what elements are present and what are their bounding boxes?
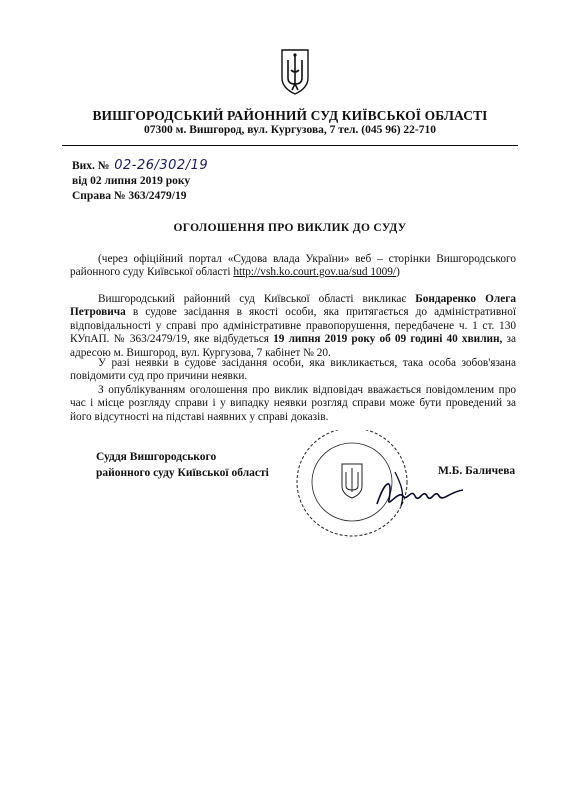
header-divider [62,145,518,146]
publication-effect-paragraph: З опублікуванням оголошення про виклик відповідач вважається повідомленим про час і місце розгляду справи і у випадку неявки розгляд справи може бути проведений за його відсутності на підставі наявних у справі доказів. [70,384,516,423]
judge-title [96,450,269,481]
judge-name: М.Б. Баличева [438,465,516,477]
publication-note-close: ) [396,266,400,279]
court-website-link[interactable]: http://vsh.ko.court.gov.ua/sud 1009/ [233,266,397,279]
case-number: Справа № 363/2479/19 [72,190,187,202]
hearing-datetime: 19 липня 2019 року об 09 годині 40 хвилин, [273,333,503,346]
outgoing-label: Вих. № [72,160,110,172]
notice-title: ОГОЛОШЕННЯ ПРО ВИКЛИК ДО СУДУ [173,222,407,234]
court-address: 07300 м. Вишгород, вул. Кургузова, 7 тел. (045 96) 22-710 [144,124,436,136]
judge-title-line2: районного суду Київської області [96,466,269,479]
non-appearance-paragraph: У разі неявки в судове засідання особи, яка викликається, така особа зобов'язана повідомити суд про причини неявки. [70,357,516,383]
outgoing-number: 02-26/302/19 [114,158,209,173]
summons-text-middle: в судове засідання в якості особи, яка притягається до адміністративної відповідальності у справі про адміністративне правопорушення, передбачене ч. 1 ст. 130 КУпАП. № 363/2479/19, яке відбудеться [70,306,516,346]
publication-note [70,253,516,280]
summons-paragraph [70,293,516,360]
publication-note-text: (через офіційний портал «Судова влада України» веб – сторінки Вишгородського районного суду Київської області [70,253,516,279]
reference-block [72,158,208,204]
outgoing-number-line [72,158,208,174]
summoned-person-name: Бондаренко Олега Петровича [70,293,516,319]
hearing-address: за адресою м. Вишгород, вул. Кургузова, 7 кабінет № 20. [70,333,516,359]
tryzub-coat-of-arms-icon [280,48,310,96]
document-date: від 02 липня 2019 року [72,175,191,187]
court-name: ВИШГОРОДСЬКИЙ РАЙОННИЙ СУД КИЇВСЬКОЇ ОБЛАСТІ [92,108,488,123]
summons-text-start: Вишгородський районний суд Київської області викликає [98,293,416,305]
judge-title-line1: Суддя Вишгородського [96,451,217,463]
